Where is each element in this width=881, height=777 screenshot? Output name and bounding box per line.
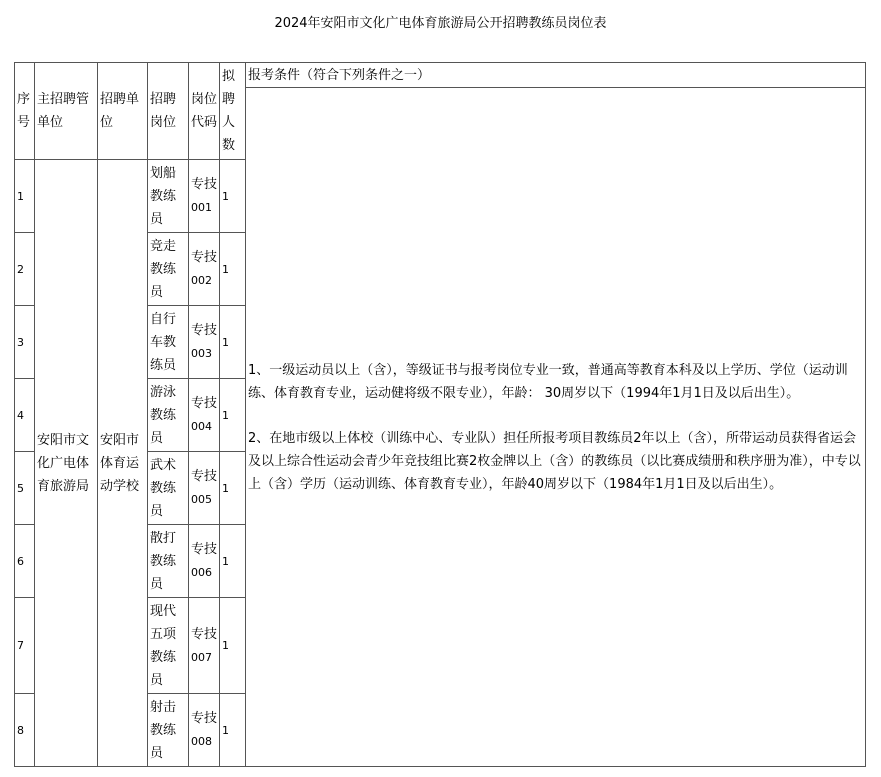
unit-cell: 安阳市体育运动学校	[98, 160, 148, 767]
position-cell: 划船教练员	[148, 160, 189, 233]
code-prefix: 专技	[191, 469, 218, 484]
code-prefix: 专技	[191, 250, 218, 265]
count-cell: 1	[220, 306, 246, 379]
count-cell: 1	[220, 233, 246, 306]
conditions-cell	[246, 88, 866, 767]
recruitment-table	[14, 62, 866, 767]
condition-2: 2、在地市级以上体校（训练中心、专业队）担任所报考项目教练员2年以上（含），所带运动员获得省运会及以上综合性运动会青少年竞技组比赛2枚金牌以上（含）的教练员（以比赛成绩册和秩序册为准），中专以上（含）学历（运动训练、体育教育专业），年龄40周岁以下（1984年1月1日及以后出生）。	[248, 430, 861, 492]
header-dept: 主招聘管单位	[35, 63, 98, 160]
seq-cell: 8	[15, 694, 35, 767]
code-number: 004	[191, 420, 212, 433]
seq-cell: 7	[15, 598, 35, 694]
code-number: 007	[191, 650, 212, 664]
code-prefix: 专技	[191, 396, 218, 411]
code-cell	[189, 598, 220, 694]
code-prefix: 专技	[191, 323, 218, 338]
count-cell: 1	[220, 525, 246, 598]
page-title: 2024年安阳市文化广电体育旅游局公开招聘教练员岗位表	[274, 16, 607, 31]
position-cell: 游泳教练员	[148, 379, 189, 452]
code-number: 006	[191, 566, 212, 579]
position-cell: 竞走教练员	[148, 233, 189, 306]
code-cell	[189, 694, 220, 767]
header-conditions: 报考条件（符合下列条件之一）	[246, 63, 866, 88]
seq-cell: 1	[15, 160, 35, 233]
code-number: 005	[191, 493, 212, 506]
count-cell: 1	[220, 379, 246, 452]
code-cell	[189, 525, 220, 598]
count-cell: 1	[220, 452, 246, 525]
position-cell: 自行车教练员	[148, 306, 189, 379]
condition-1: 1、一级运动员以上（含），等级证书与报考岗位专业一致，普通高等教育本科及以上学历、学位（运动训练、体育教育专业，运动健将级不限专业），年龄： 30周岁以下（1994年1月1日及以后出生）。	[248, 362, 848, 401]
code-prefix: 专技	[191, 177, 218, 192]
header-count: 拟聘人数	[220, 63, 246, 160]
position-cell: 武术教练员	[148, 452, 189, 525]
code-prefix: 专技	[191, 711, 218, 726]
position-cell: 散打教练员	[148, 525, 189, 598]
code-cell	[189, 160, 220, 233]
code-number: 001	[191, 201, 212, 214]
position-cell: 现代五项教练员	[148, 598, 189, 694]
code-cell	[189, 379, 220, 452]
code-cell	[189, 233, 220, 306]
code-number: 003	[191, 347, 212, 360]
header-seq: 序号	[15, 63, 35, 160]
code-number: 008	[191, 735, 212, 748]
position-cell: 射击教练员	[148, 694, 189, 767]
seq-cell: 6	[15, 525, 35, 598]
count-cell: 1	[220, 598, 246, 694]
header-code: 岗位代码	[189, 63, 220, 160]
seq-cell: 3	[15, 306, 35, 379]
header-position: 招聘岗位	[148, 63, 189, 160]
code-prefix: 专技	[191, 542, 218, 557]
code-cell	[189, 306, 220, 379]
count-cell: 1	[220, 160, 246, 233]
header-unit: 招聘单位	[98, 63, 148, 160]
count-cell: 1	[220, 694, 246, 767]
seq-cell: 2	[15, 233, 35, 306]
code-cell	[189, 452, 220, 525]
seq-cell: 5	[15, 452, 35, 525]
code-prefix: 专技	[191, 626, 218, 642]
seq-cell: 4	[15, 379, 35, 452]
dept-cell: 安阳市文化广电体育旅游局	[35, 160, 98, 767]
code-number: 002	[191, 274, 212, 287]
header-row	[15, 63, 866, 88]
